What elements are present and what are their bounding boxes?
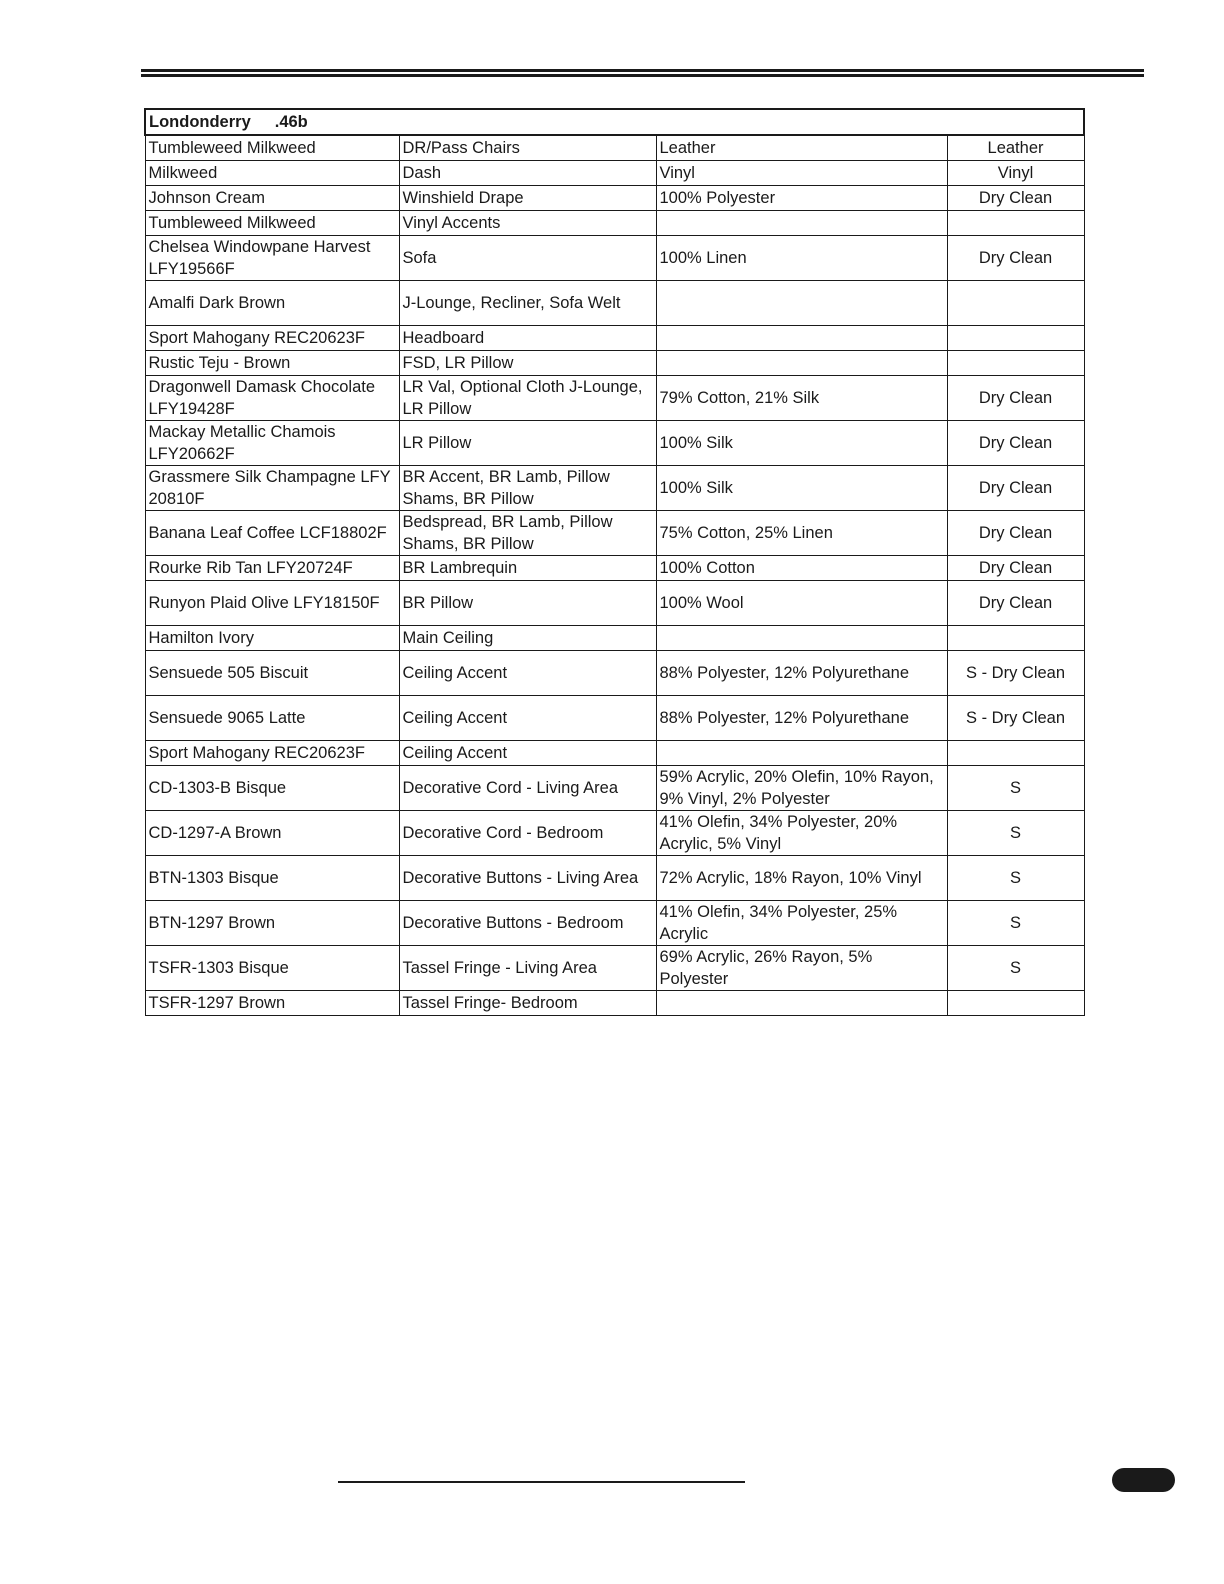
fabric-name-cell: Rustic Teju - Brown	[145, 351, 399, 376]
table-row	[145, 741, 1084, 766]
care-cell	[947, 741, 1084, 766]
content-cell: 41% Olefin, 34% Polyester, 25% Acrylic	[656, 901, 947, 946]
content-cell	[656, 626, 947, 651]
content-cell: Leather	[656, 135, 947, 161]
care-cell: S	[947, 856, 1084, 901]
table-row	[145, 511, 1084, 556]
fabric-name-cell: CD-1303-B Bisque	[145, 766, 399, 811]
content-cell: 75% Cotton, 25% Linen	[656, 511, 947, 556]
care-cell	[947, 991, 1084, 1016]
care-cell: S - Dry Clean	[947, 651, 1084, 696]
table-row	[145, 326, 1084, 351]
table-title-row	[145, 109, 1084, 135]
fabric-name-cell: Milkweed	[145, 161, 399, 186]
content-cell: 100% Cotton	[656, 556, 947, 581]
fabric-name-cell: Sport Mahogany REC20623F	[145, 326, 399, 351]
fabric-name-cell: CD-1297-A Brown	[145, 811, 399, 856]
table-row	[145, 211, 1084, 236]
location-cell: Ceiling Accent	[399, 741, 656, 766]
fabric-name-cell: Runyon Plaid Olive LFY18150F	[145, 581, 399, 626]
care-cell: S	[947, 766, 1084, 811]
table-row	[145, 696, 1084, 741]
location-cell: DR/Pass Chairs	[399, 135, 656, 161]
fabric-name-cell: Johnson Cream	[145, 186, 399, 211]
table-row	[145, 651, 1084, 696]
care-cell: S - Dry Clean	[947, 696, 1084, 741]
location-cell: BR Lambrequin	[399, 556, 656, 581]
care-cell: Dry Clean	[947, 376, 1084, 421]
table-row	[145, 281, 1084, 326]
care-cell: Dry Clean	[947, 421, 1084, 466]
care-cell: Dry Clean	[947, 236, 1084, 281]
table-row	[145, 901, 1084, 946]
care-cell	[947, 326, 1084, 351]
table-row	[145, 556, 1084, 581]
fabric-name-cell: Amalfi Dark Brown	[145, 281, 399, 326]
location-cell: Decorative Buttons - Bedroom	[399, 901, 656, 946]
location-cell: BR Accent, BR Lamb, Pillow Shams, BR Pillow	[399, 466, 656, 511]
care-cell: Dry Clean	[947, 556, 1084, 581]
care-cell: Leather	[947, 135, 1084, 161]
fabric-name-cell: TSFR-1297 Brown	[145, 991, 399, 1016]
care-cell	[947, 281, 1084, 326]
content-cell: Vinyl	[656, 161, 947, 186]
content-cell	[656, 326, 947, 351]
location-cell: Vinyl Accents	[399, 211, 656, 236]
table-row	[145, 161, 1084, 186]
location-cell: Tassel Fringe - Living Area	[399, 946, 656, 991]
location-cell: Main Ceiling	[399, 626, 656, 651]
location-cell: Decorative Cord - Living Area	[399, 766, 656, 811]
location-cell: Decorative Buttons - Living Area	[399, 856, 656, 901]
fabric-name-cell: Chelsea Windowpane Harvest LFY19566F	[145, 236, 399, 281]
content-cell: 41% Olefin, 34% Polyester, 20% Acrylic, 5% Vinyl	[656, 811, 947, 856]
location-cell: Headboard	[399, 326, 656, 351]
content-cell: 79% Cotton, 21% Silk	[656, 376, 947, 421]
fabric-name-cell: BTN-1297 Brown	[145, 901, 399, 946]
care-cell: S	[947, 901, 1084, 946]
fabric-name-cell: Rourke Rib Tan LFY20724F	[145, 556, 399, 581]
table-row	[145, 626, 1084, 651]
care-cell	[947, 211, 1084, 236]
fabric-name-cell: BTN-1303 Bisque	[145, 856, 399, 901]
location-cell: Tassel Fringe- Bedroom	[399, 991, 656, 1016]
location-cell: Bedspread, BR Lamb, Pillow Shams, BR Pillow	[399, 511, 656, 556]
fabric-name-cell: Tumbleweed Milkweed	[145, 211, 399, 236]
table-row	[145, 186, 1084, 211]
care-cell: S	[947, 811, 1084, 856]
care-cell: Dry Clean	[947, 511, 1084, 556]
content-cell: 100% Polyester	[656, 186, 947, 211]
location-cell: Ceiling Accent	[399, 696, 656, 741]
content-cell: 100% Wool	[656, 581, 947, 626]
content-cell: 100% Silk	[656, 421, 947, 466]
fabric-name-cell: Hamilton Ivory	[145, 626, 399, 651]
table-row	[145, 991, 1084, 1016]
content-cell: 100% Linen	[656, 236, 947, 281]
fabric-name-cell: TSFR-1303 Bisque	[145, 946, 399, 991]
table-row	[145, 766, 1084, 811]
content-cell: 100% Silk	[656, 466, 947, 511]
table-row	[145, 466, 1084, 511]
table-row	[145, 811, 1084, 856]
location-cell: LR Val, Optional Cloth J-Lounge, LR Pillow	[399, 376, 656, 421]
model-number: .46b	[274, 113, 308, 131]
table-row	[145, 946, 1084, 991]
table-row	[145, 351, 1084, 376]
content-cell	[656, 211, 947, 236]
content-cell	[656, 281, 947, 326]
location-cell: Ceiling Accent	[399, 651, 656, 696]
header-rule-secondary	[141, 74, 1144, 77]
care-cell	[947, 351, 1084, 376]
location-cell: LR Pillow	[399, 421, 656, 466]
content-cell: 88% Polyester, 12% Polyurethane	[656, 696, 947, 741]
content-cell: 72% Acrylic, 18% Rayon, 10% Vinyl	[656, 856, 947, 901]
care-cell: Vinyl	[947, 161, 1084, 186]
content-cell	[656, 351, 947, 376]
table-row	[145, 376, 1084, 421]
fabric-name-cell: Grassmere Silk Champagne LFY 20810F	[145, 466, 399, 511]
content-cell	[656, 741, 947, 766]
header-rule	[141, 69, 1144, 72]
care-cell: Dry Clean	[947, 186, 1084, 211]
content-cell	[656, 991, 947, 1016]
location-cell: Decorative Cord - Bedroom	[399, 811, 656, 856]
fabric-name-cell: Sensuede 9065 Latte	[145, 696, 399, 741]
table-row	[145, 856, 1084, 901]
fabric-name-cell: Sport Mahogany REC20623F	[145, 741, 399, 766]
location-cell: Dash	[399, 161, 656, 186]
fabric-name-cell: Tumbleweed Milkweed	[145, 135, 399, 161]
location-cell: FSD, LR Pillow	[399, 351, 656, 376]
table-row	[145, 236, 1084, 281]
care-cell: Dry Clean	[947, 581, 1084, 626]
location-cell: Sofa	[399, 236, 656, 281]
care-cell	[947, 626, 1084, 651]
footer-rule	[338, 1481, 745, 1483]
table-title-cell	[145, 109, 1084, 135]
location-cell: Winshield Drape	[399, 186, 656, 211]
location-cell: BR Pillow	[399, 581, 656, 626]
content-cell: 88% Polyester, 12% Polyurethane	[656, 651, 947, 696]
fabric-table	[144, 108, 1085, 1016]
table-row	[145, 421, 1084, 466]
location-cell: J-Lounge, Recliner, Sofa Welt	[399, 281, 656, 326]
care-cell: S	[947, 946, 1084, 991]
content-cell: 69% Acrylic, 26% Rayon, 5% Polyester	[656, 946, 947, 991]
content-cell: 59% Acrylic, 20% Olefin, 10% Rayon, 9% Vinyl, 2% Polyester	[656, 766, 947, 811]
page-tab-marker	[1112, 1468, 1175, 1492]
floorplan-name: Londonderry	[149, 113, 251, 131]
fabric-name-cell: Banana Leaf Coffee LCF18802F	[145, 511, 399, 556]
table-row	[145, 581, 1084, 626]
fabric-name-cell: Mackay Metallic Chamois LFY20662F	[145, 421, 399, 466]
care-cell: Dry Clean	[947, 466, 1084, 511]
fabric-name-cell: Dragonwell Damask Chocolate LFY19428F	[145, 376, 399, 421]
fabric-name-cell: Sensuede 505 Biscuit	[145, 651, 399, 696]
table-row	[145, 135, 1084, 161]
